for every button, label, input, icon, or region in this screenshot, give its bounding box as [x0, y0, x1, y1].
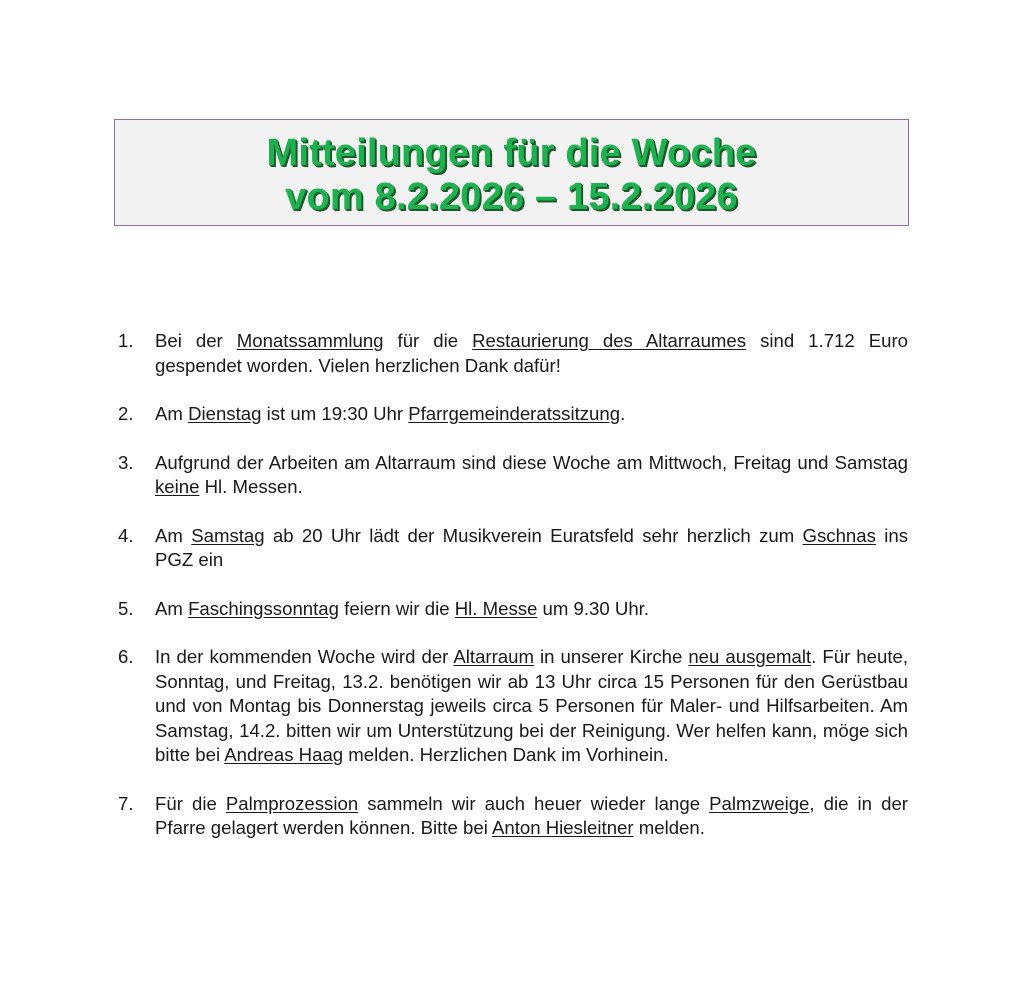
- underlined-text: Samstag: [191, 524, 265, 546]
- text-segment: melden.: [633, 817, 705, 838]
- item-number: 2.: [118, 403, 134, 424]
- underlined-text: neu ausgemalt: [688, 646, 812, 667]
- underlined-text: Restaurierung des Altarraumes: [472, 330, 747, 351]
- text-segment: sammeln wir auch heuer wieder lange: [358, 792, 710, 814]
- announcement-item: [118, 597, 908, 622]
- item-number: 7.: [118, 792, 134, 814]
- text-segment: ab 20 Uhr lädt der Musikverein Euratsfeld sehr herzlich zum: [264, 524, 803, 546]
- text-segment: um 9.30 Uhr.: [537, 597, 650, 619]
- text-segment: Am: [155, 403, 189, 424]
- item-text: [155, 525, 908, 571]
- item-text: [155, 646, 908, 765]
- underlined-text: Palmprozession: [225, 792, 359, 814]
- announcement-item: [118, 329, 908, 378]
- item-number: 5.: [118, 597, 134, 619]
- underlined-text: Andreas Haag: [224, 744, 344, 765]
- announcement-item: [118, 645, 908, 768]
- text-segment: Am: [155, 524, 192, 546]
- underlined-text: Altarraum: [453, 646, 534, 667]
- text-segment: Für die: [155, 792, 226, 814]
- text-segment: ist um 19:30 Uhr: [261, 403, 409, 424]
- text-segment: für die: [383, 330, 473, 351]
- item-text: [155, 793, 908, 839]
- text-segment: Am: [155, 597, 189, 619]
- title-box: [114, 119, 909, 226]
- text-segment: .: [620, 403, 626, 424]
- item-number: 3.: [118, 451, 134, 473]
- underlined-text: Monatssammlung: [236, 330, 384, 351]
- date-range-title: vom 8.2.2026 – 15.2.2026: [285, 176, 738, 218]
- underlined-text: Palmzweige: [709, 792, 810, 814]
- text-segment: , die in der Pfarre gelagert werden können. Bitte bei: [155, 792, 908, 838]
- text-segment: ins PGZ ein: [155, 524, 909, 570]
- item-number: 6.: [118, 646, 134, 667]
- announcement-item: [118, 524, 908, 573]
- item-number: 1.: [118, 330, 134, 351]
- underlined-text: Anton Hiesleitner: [491, 817, 634, 838]
- text-segment: . Für heute, Sonntag, und Freitag, 13.2. benötigen wir ab 13 Uhr circa 15 Personen für den Gerüstbau und von Montag bis Donnerstag jeweils circa 5 Personen für Maler- und Hilfsarbeiten. Am Samstag, 14.2. bitten wir um Unterstützung bei der Reinigung. Wer helfen kann, möge sich bitte bei: [155, 646, 909, 765]
- item-number: 4.: [118, 524, 134, 546]
- text-segment: melden. Herzlichen Dank im Vorhinein.: [343, 744, 669, 765]
- announcement-item: [118, 792, 908, 841]
- underlined-text: Faschingssonntag: [188, 597, 339, 619]
- announcement-item: [118, 451, 908, 500]
- text-segment: Aufgrund der Arbeiten am Altarraum sind diese Woche am Mittwoch, Freitag und Samstag: [155, 451, 908, 473]
- text-segment: sind 1.712 Euro gespendet worden. Vielen herzlichen Dank dafür!: [155, 330, 908, 376]
- announcement-item: [118, 402, 908, 427]
- item-text: [155, 330, 908, 376]
- underlined-text: Hl. Messe: [454, 597, 538, 619]
- item-text: [155, 403, 625, 424]
- text-segment: Bei der: [155, 330, 237, 351]
- text-segment: Hl. Messen.: [199, 476, 303, 497]
- item-text: [155, 598, 649, 619]
- item-text: [155, 452, 908, 498]
- underlined-text: Gschnas: [802, 524, 876, 546]
- page-title: Mitteilungen für die Woche: [266, 132, 757, 174]
- text-segment: In der kommenden Woche wird der: [155, 646, 454, 667]
- text-segment: feiern wir die: [338, 597, 455, 619]
- announcement-list: [118, 329, 908, 865]
- underlined-text: Pfarrgemeinderatssitzung: [408, 403, 621, 424]
- underlined-text: keine: [155, 476, 200, 497]
- underlined-text: Dienstag: [188, 403, 262, 424]
- text-segment: in unserer Kirche: [533, 646, 689, 667]
